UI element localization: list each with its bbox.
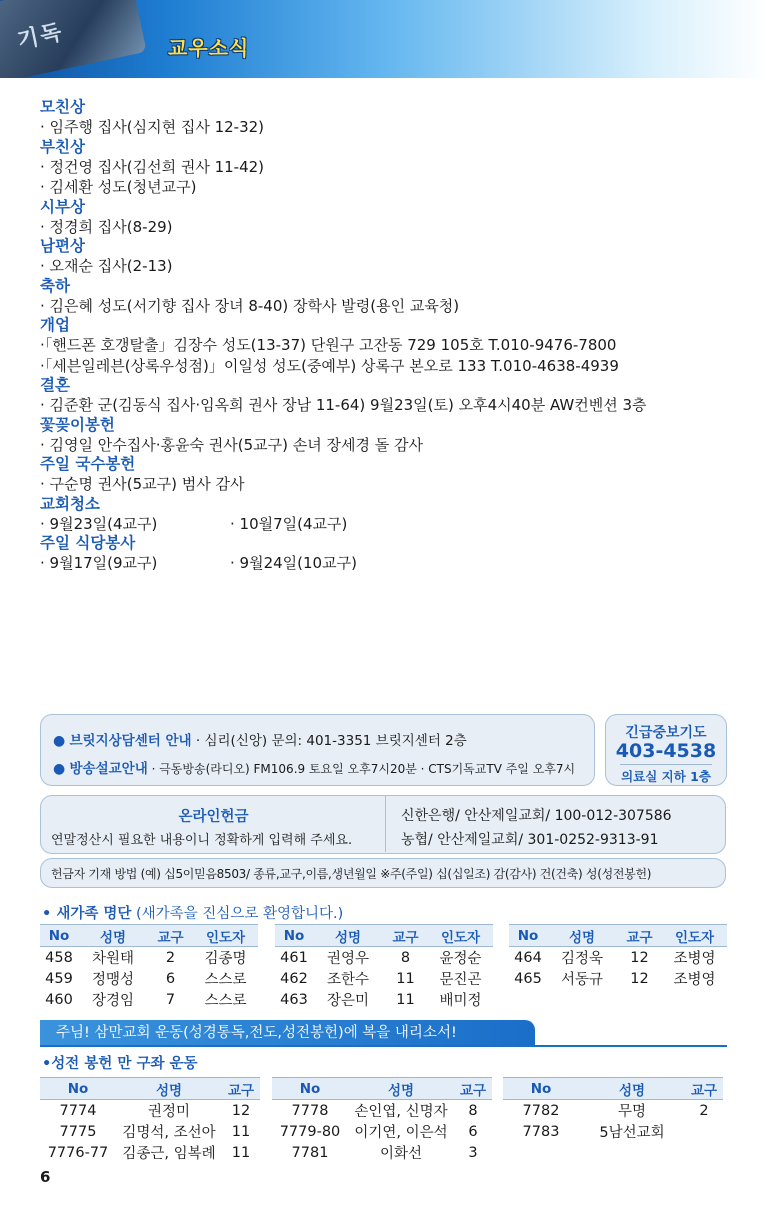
table-cell: 7 [165, 991, 176, 1008]
offering-method-box [40, 858, 726, 888]
table-cell: 12 [231, 1102, 251, 1119]
info-box [40, 714, 595, 786]
table-cell: 차원태 [91, 951, 135, 967]
prayer-title: 긴급중보기도 [625, 725, 707, 741]
table-cell: 7776-77 [47, 1144, 109, 1161]
table-cell: 김종근, 임복례 [122, 1146, 216, 1162]
table-cell: 5남선교회 [599, 1125, 665, 1141]
campaign-banner: 주님! 삼만교회 운동(성경통독,전도,성전봉헌)에 복을 내리소서! [40, 1020, 535, 1046]
table-cell: 김정욱 [560, 951, 604, 967]
column-header: 인도자 [193, 925, 258, 947]
table-header-row [509, 925, 727, 947]
table-cell: 무명 [617, 1104, 646, 1120]
bank-account-nh: 농협/ 안산제일교회/ 301-0252-9313-91 [401, 832, 659, 848]
table-cell: 김명석, 조선아 [122, 1125, 216, 1141]
column-header: 인도자 [428, 925, 493, 947]
gift-campaign-table [40, 1077, 260, 1163]
table-header-row [503, 1078, 723, 1100]
table-cell: 조병영 [673, 951, 716, 967]
card-image-text: 기독 [15, 19, 66, 54]
section-heading: 부친상 [40, 137, 85, 156]
table-row [503, 1100, 723, 1122]
news-item-row [40, 514, 740, 535]
column-header: No [275, 925, 313, 947]
table-cell: 463 [280, 991, 308, 1008]
table-cell: 8 [468, 1102, 478, 1119]
gift-campaign-heading: •성전 봉헌 만 구좌 운동 [42, 1056, 198, 1072]
column-header: 인도자 [662, 925, 727, 947]
table-cell: 7781 [291, 1144, 329, 1161]
table-cell: 3 [468, 1144, 478, 1161]
gift-campaign-table [503, 1077, 723, 1142]
news-item: · 10월7일(4교구) [230, 514, 348, 533]
campaign-banner-underline [40, 1045, 727, 1047]
table-cell: 2 [699, 1102, 709, 1119]
table-cell: 460 [45, 991, 73, 1008]
table-cell: 7778 [291, 1102, 329, 1119]
broadcast-text: · 극동방송(라디오) FM106.9 토요일 오후7시20분 · CTS기독교TV 주일 오후7시 [147, 762, 576, 776]
news-item: · 정경희 집사(8-29) [40, 217, 173, 236]
table-cell: 6 [468, 1123, 478, 1140]
table-row [40, 947, 258, 969]
table-cell: 2 [165, 949, 176, 966]
table-header-row [275, 925, 493, 947]
page-title: 교우소식 [168, 36, 250, 60]
news-item: · 9월17일(9교구) [40, 554, 158, 572]
table-cell: 7782 [522, 1102, 560, 1119]
column-header: 성명 [313, 925, 383, 947]
news-item: · 9월24일(10교구) [230, 554, 357, 572]
table-header-row [272, 1078, 492, 1100]
column-header: No [40, 925, 78, 947]
offering-method-text: 헌금자 기재 방법 (예) 십5이믿음8503/ 종류,교구,이름,생년월일 ※주(주일) 십(십일조) 감(감사) 건(건축) 성(성전봉헌) [51, 867, 652, 881]
table-cell: 스스로 [204, 972, 247, 988]
prayer-location: 의료실 지하 1층 [620, 764, 712, 785]
table-cell: 458 [45, 949, 73, 966]
bullet-icon: ● [53, 733, 66, 749]
section-heading: 주일 식당봉사 [40, 534, 136, 552]
table-cell: 459 [45, 970, 73, 987]
column-header: 성명 [116, 1078, 222, 1100]
news-list [40, 98, 740, 574]
new-family-table [40, 924, 258, 1010]
table-cell: 11 [231, 1144, 251, 1161]
new-family-table [509, 924, 727, 989]
table-row [509, 968, 727, 989]
table-cell: 조병영 [673, 972, 716, 988]
news-item: · 오재순 집사(2-13) [40, 257, 173, 275]
news-item: · 구순명 권사(5교구) 범사 감사 [40, 475, 245, 493]
column-header: 교구 [685, 1078, 723, 1100]
table-cell: 장경임 [91, 993, 135, 1009]
table-cell: 김종명 [204, 951, 247, 967]
section-heading: 축하 [40, 276, 70, 295]
card-image [0, 0, 147, 78]
column-header: No [503, 1078, 579, 1100]
bank-account-shinhan: 신한은행/ 안산제일교회/ 100-012-307586 [401, 808, 672, 824]
table-cell: 배미정 [439, 993, 482, 1009]
column-header: 성명 [579, 1078, 685, 1100]
table-cell: 6 [165, 970, 176, 987]
table-row [272, 1121, 492, 1142]
new-family-heading [42, 902, 343, 923]
table-cell: 8 [400, 949, 411, 966]
table-cell: 스스로 [204, 993, 247, 1009]
table-cell: 11 [396, 991, 415, 1008]
table-cell: 권정미 [147, 1104, 191, 1120]
news-item: · 김영일 안수집사·홍윤숙 권사(5교구) 손녀 장세경 돌 감사 [40, 435, 423, 454]
table-cell: 7783 [522, 1123, 560, 1140]
table-row [40, 989, 258, 1010]
table-cell: 조한수 [326, 972, 370, 988]
online-offering-box [40, 795, 726, 854]
section-heading: 남편상 [40, 237, 85, 255]
new-family-subtitle: (새가족을 진심으로 환영합니다.) [131, 906, 344, 922]
table-row [275, 947, 493, 969]
online-offering-note: 연말정산시 필요한 내용이니 정확하게 입력해 주세요. [51, 833, 353, 848]
table-cell: 7779-80 [279, 1123, 341, 1140]
column-header: 교구 [617, 925, 662, 947]
section-heading: 교회청소 [40, 494, 100, 513]
new-family-table [275, 924, 493, 1010]
broadcast-title: 방송설교안내 [69, 761, 148, 777]
gift-campaign-table [272, 1077, 492, 1163]
table-cell: 11 [231, 1123, 251, 1140]
table-cell: 7774 [59, 1102, 97, 1119]
header-banner [0, 0, 768, 78]
table-cell: 464 [514, 949, 542, 966]
page-number: 6 [40, 1168, 51, 1186]
table-row [272, 1100, 492, 1122]
table-row [272, 1142, 492, 1163]
column-header: No [272, 1078, 348, 1100]
table-cell: 문진곤 [439, 972, 482, 988]
section-heading: 주일 국수봉헌 [40, 455, 136, 473]
news-item: ·「세븐일레븐(상록우성점)」이일성 성도(중예부) 상록구 본오로 133 T.010-4638-4939 [40, 356, 619, 375]
table-cell: 서동규 [560, 972, 604, 988]
bridge-center-title: 브릿지상담센터 안내 [69, 733, 192, 749]
bridge-center-line [53, 729, 467, 749]
table-cell: 손인엽, 신명자 [354, 1104, 448, 1120]
table-row [275, 968, 493, 989]
prayer-phone: 403-4538 [615, 740, 717, 762]
news-item: ·「핸드폰 호갱탈출」김장수 성도(13-37) 단원구 고잔동 729 105호 T.010-9476-7800 [40, 336, 617, 354]
table-cell: 465 [514, 970, 542, 987]
news-item: · 임주행 집사(심지현 집사 12-32) [40, 118, 265, 136]
news-item-row [40, 553, 740, 574]
table-row [275, 989, 493, 1010]
column-header: 교구 [222, 1078, 260, 1100]
column-header: No [40, 1078, 116, 1100]
table-cell: 이기연, 이은석 [354, 1125, 448, 1141]
section-heading: 결혼 [40, 376, 70, 394]
news-item: · 정건영 집사(김선희 권사 11-42) [40, 157, 265, 176]
column-header: 교구 [383, 925, 428, 947]
section-heading: 모친상 [40, 98, 85, 116]
section-heading: 시부상 [40, 197, 85, 216]
table-cell: 461 [280, 949, 308, 966]
online-offering-title: 온라인헌금 [178, 809, 249, 825]
table-cell: 이화선 [379, 1146, 423, 1162]
table-row [40, 968, 258, 989]
news-item: · 9월23일(4교구) [40, 514, 158, 533]
column-header: 교구 [454, 1078, 492, 1100]
table-header-row [40, 925, 258, 947]
table-cell: 11 [396, 970, 415, 987]
table-cell: 윤정순 [439, 951, 482, 967]
column-header: No [509, 925, 547, 947]
table-row [40, 1100, 260, 1122]
column-header: 성명 [78, 925, 148, 947]
new-family-title: • 새가족 명단 [42, 906, 132, 922]
table-header-row [40, 1078, 260, 1100]
table-cell: 권영우 [326, 951, 370, 967]
news-item: · 김은혜 성도(서기향 집사 장녀 8-40) 장학사 발령(용인 교육청) [40, 296, 460, 315]
table-cell: 장은미 [326, 993, 370, 1009]
column-header: 성명 [547, 925, 617, 947]
online-offering-left [41, 796, 386, 852]
bullet-icon: ● [53, 761, 66, 777]
table-row [40, 1142, 260, 1163]
table-cell: 12 [630, 970, 649, 987]
table-cell: 정맹성 [91, 972, 135, 988]
bridge-center-text: · 심리(신앙) 문의: 401-3351 브릿지센터 2층 [191, 733, 467, 749]
column-header: 교구 [148, 925, 193, 947]
table-cell: 462 [280, 970, 308, 987]
news-item: · 김세환 성도(청년교구) [40, 178, 197, 196]
table-row [509, 947, 727, 969]
column-header: 성명 [348, 1078, 454, 1100]
table-row [503, 1121, 723, 1142]
section-heading: 꽃꽂이봉헌 [40, 415, 115, 434]
news-item: · 김준환 군(김동식 집사·임옥희 권사 장남 11-64) 9월23일(토) 오후4시40분 AW컨벤션 3층 [40, 396, 647, 414]
table-cell [685, 1121, 723, 1142]
table-row [40, 1121, 260, 1142]
section-heading: 개업 [40, 316, 70, 334]
prayer-box [605, 714, 727, 786]
table-cell: 12 [630, 949, 649, 966]
table-cell: 7775 [59, 1123, 97, 1140]
broadcast-line [53, 757, 575, 777]
